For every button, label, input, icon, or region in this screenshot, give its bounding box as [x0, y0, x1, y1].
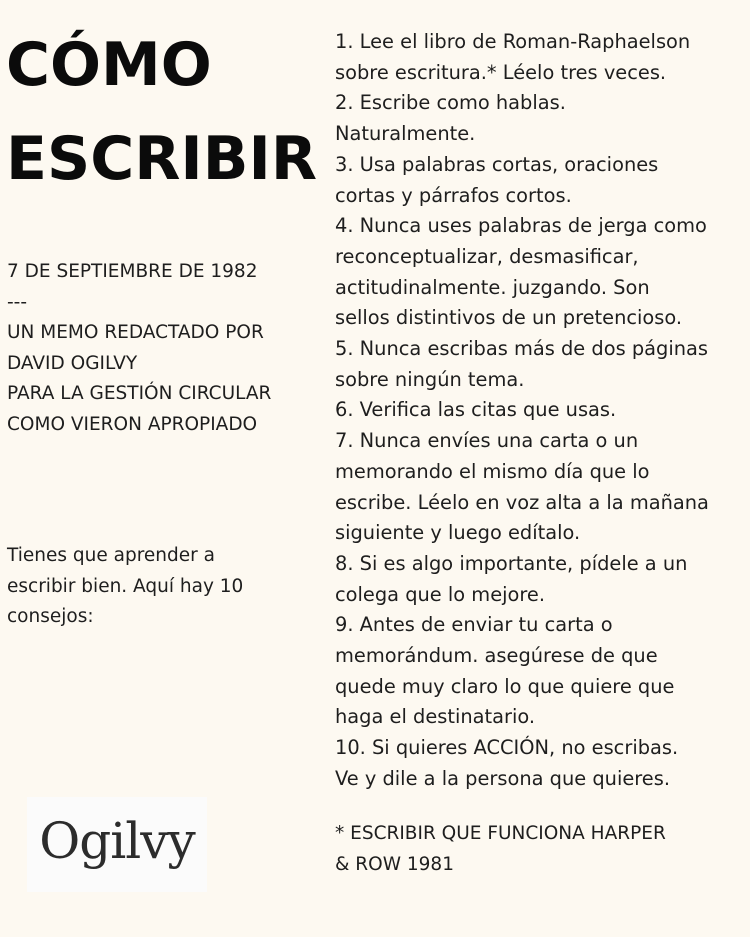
title-line-1: CÓMO — [6, 30, 212, 100]
tip-line: quede muy claro lo que quiere que — [335, 674, 675, 698]
tip-item — [335, 426, 745, 549]
ogilvy-logo-text: Ogilvy — [39, 811, 195, 870]
tip-item — [335, 27, 745, 88]
tip-item — [335, 334, 745, 395]
footnote-line: & ROW 1981 — [335, 853, 454, 875]
title-line-2: ESCRIBIR — [6, 124, 318, 194]
tip-line: siguiente y luego edítalo. — [335, 521, 581, 545]
intro-line: escribir bien. Aquí hay 10 — [7, 575, 244, 597]
tip-line: 8. Si es algo importante, pídele a un — [335, 551, 688, 575]
tip-item — [335, 610, 745, 733]
tips-list — [335, 27, 745, 795]
memo-meta-line: UN MEMO REDACTADO POR — [7, 322, 264, 343]
tip-line: 10. Si quieres ACCIÓN, no escribas. — [335, 736, 679, 760]
tip-item — [335, 733, 745, 794]
memo-author: DAVID OGILVY — [7, 352, 138, 374]
tip-line: sobre ningún tema. — [335, 367, 525, 391]
memo-separator: --- — [7, 291, 28, 313]
tip-line: 4. Nunca uses palabras de jerga como — [335, 214, 707, 238]
tip-line: Naturalmente. — [335, 122, 476, 146]
tip-line: escribe. Léelo en voz alta a la mañana — [335, 490, 709, 514]
tip-item — [335, 211, 745, 334]
page-title — [6, 18, 326, 206]
tip-line: sobre escritura.* Léelo tres veces. — [335, 60, 667, 84]
intro-line: Tienes que aprender a — [7, 545, 215, 566]
tip-line: actitudinalmente. juzgando. Son — [335, 275, 650, 299]
tip-line: cortas y párrafos cortos. — [335, 183, 572, 207]
tip-line: 9. Antes de enviar tu carta o — [335, 613, 613, 637]
memo-meta-line: PARA LA GESTIÓN CIRCULAR — [7, 383, 272, 404]
tip-item — [335, 549, 745, 610]
footnote — [335, 819, 745, 880]
tip-line: Ve y dile a la persona que quieres. — [335, 766, 671, 790]
tip-line: haga el destinatario. — [335, 705, 536, 729]
intro-line: consejos: — [7, 606, 94, 627]
tip-line: memorando el mismo día que lo — [335, 459, 650, 483]
tip-line: 3. Usa palabras cortas, oraciones — [335, 152, 659, 176]
tip-line: 1. Lee el libro de Roman-Raphaelson — [335, 30, 691, 53]
tip-item — [335, 88, 745, 149]
tip-line: 2. Escribe como hablas. — [335, 91, 566, 115]
tip-line: 5. Nunca escribas más de dos páginas — [335, 337, 709, 361]
memo-meta — [7, 257, 327, 440]
tip-line: 7. Nunca envíes una carta o un — [335, 429, 639, 453]
tip-line: colega que lo mejore. — [335, 582, 546, 606]
intro-text — [7, 541, 327, 633]
tip-line: memorándum. asegúrese de que — [335, 644, 658, 668]
tip-line: 6. Verifica las citas que usas. — [335, 398, 617, 422]
footnote-line: * ESCRIBIR QUE FUNCIONA HARPER — [335, 823, 666, 844]
tip-line: sellos distintivos de un pretencioso. — [335, 306, 683, 330]
tip-line: reconceptualizar, desmasificar, — [335, 244, 639, 268]
ogilvy-logo — [27, 797, 207, 892]
memo-meta-line: COMO VIERON APROPIADO — [7, 413, 258, 435]
memo-date: 7 DE SEPTIEMBRE DE 1982 — [7, 261, 258, 282]
tip-item — [335, 150, 745, 211]
tip-item — [335, 395, 745, 426]
